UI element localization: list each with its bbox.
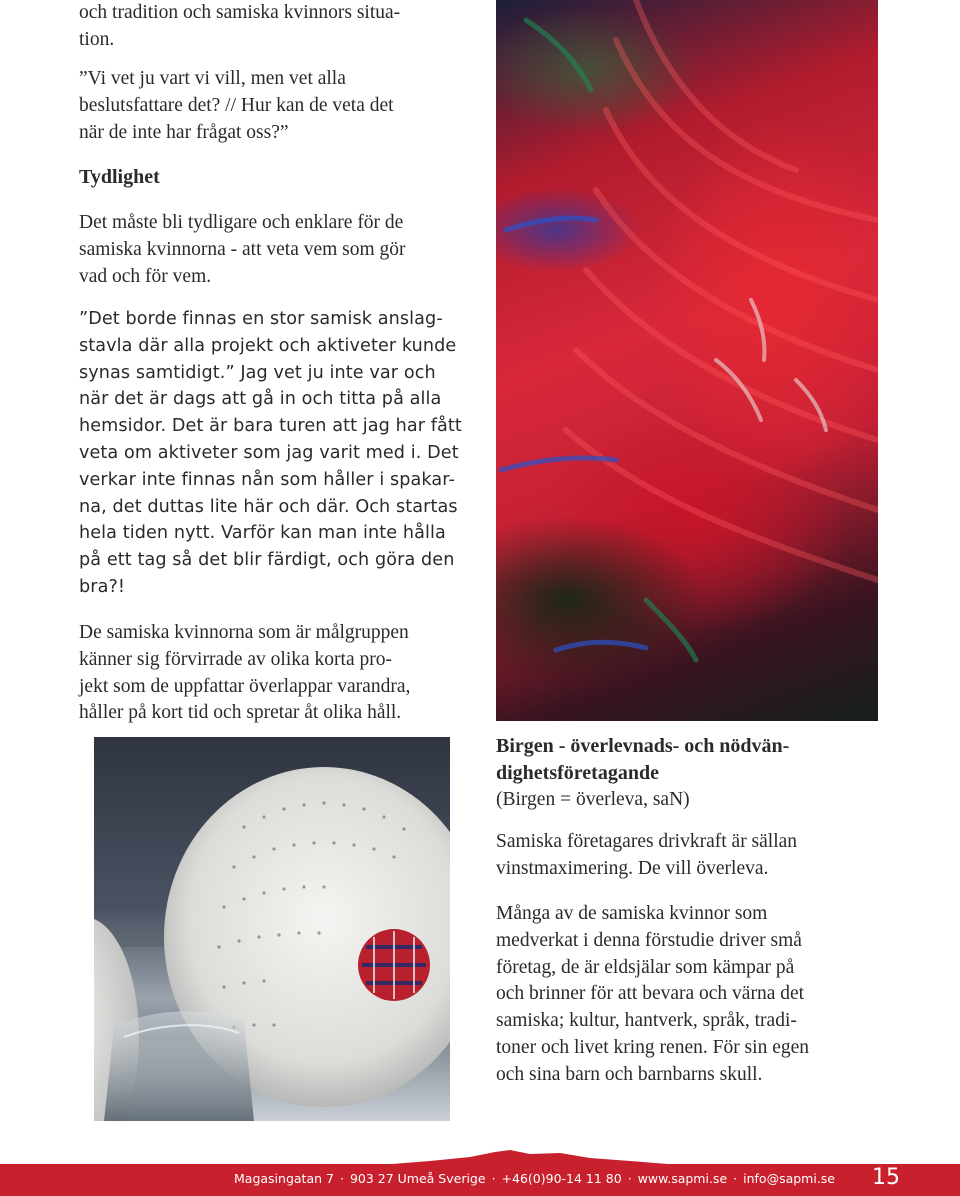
section-heading-tydlighet: Tydlighet xyxy=(79,166,160,188)
textile-texture xyxy=(496,0,878,721)
glass-vessel xyxy=(104,1011,254,1121)
page-footer xyxy=(0,1149,960,1196)
footer-phone[interactable]: +46(0)90-14 11 80 xyxy=(501,1171,622,1186)
section-heading-birgen: Birgen - överlevnads- och nödvän- dighetsföretagande xyxy=(496,735,790,784)
footer-contact: Magasingatan 7 · 903 27 Umeå Sverige · +46(0)90-14 11 80 · www.sapmi.se · info@sapmi.se xyxy=(234,1171,836,1186)
glass-art-photo xyxy=(94,737,450,1121)
page-number: 15 xyxy=(872,1165,900,1190)
intro-text: och tradition och samiska kvinnors situa- tion. xyxy=(79,2,401,50)
driving-force-paragraph: Samiska företagares drivkraft är sällan vinstmaximering. De vill överleva. xyxy=(496,831,798,879)
glass-art-illustration xyxy=(94,737,450,1121)
footer-email-link[interactable]: info@sapmi.se xyxy=(743,1171,836,1186)
target-group-paragraph: De samiska kvinnorna som är målgruppen känner sig förvirrade av olika korta pro- jekt som de uppfattar överlappar varandra, håller på kort tid och spretar åt olika håll. xyxy=(79,622,411,724)
knitted-textile-photo xyxy=(496,0,878,721)
footer-city: 903 27 Umeå Sverige xyxy=(349,1171,486,1186)
quote-decision-makers: ”Vi vet ju vart vi vill, men vet alla beslutsfattare det? // Hur kan de veta det när de inte har frågat oss?” xyxy=(79,68,394,143)
quote-notice-board: ”Det borde finnas en stor samisk anslag- stavla där alla projekt och aktiveter kunde synas samtidigt.” Jag vet ju inte var och när det är dags att gå in och titta på alla hemsidor. Det är bara turen att jag har fått veta om aktiveter som jag varit med i. Det verkar inte finnas nån som håller i spakar- na, det duttas lite här och där. Och startas hela tiden nytt. Varför kan man inte hålla på ett tag så det blir färdigt, och göra den bra?! xyxy=(79,309,462,597)
clarity-paragraph: Det måste bli tydligare och enklare för de samiska kvinnorna - att veta vem som gör vad och för vem. xyxy=(79,212,406,287)
entrepreneurs-paragraph: Många av de samiska kvinnor som medverkat i denna förstudie driver små företag, de är eldsjälar som kämpar på och brinner för att bevara och värna det samiska; kultur, hantverk, språk, tradi- toner och livet kring renen. För sin egen och sina barn och barnbarns skull. xyxy=(496,903,809,1085)
birgen-definition: (Birgen = överleva, saN) xyxy=(496,789,690,810)
footer-website-link[interactable]: www.sapmi.se xyxy=(637,1171,728,1186)
footer-address: Magasingatan 7 xyxy=(234,1171,334,1186)
